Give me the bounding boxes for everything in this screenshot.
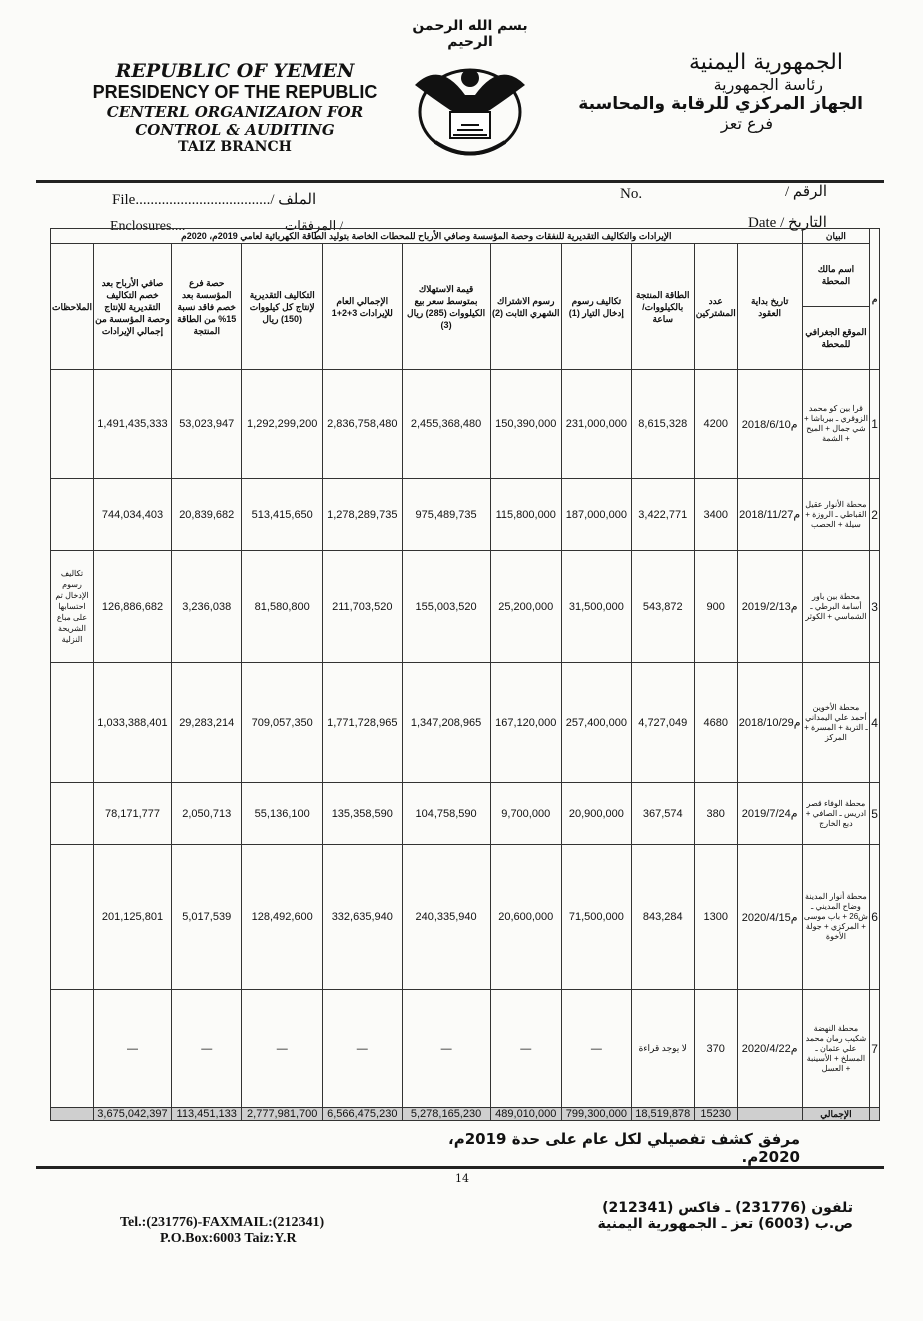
cell-energy: 4,727,049: [631, 663, 694, 783]
en-org-line1: CENTERL ORGANIZAION FOR: [106, 103, 364, 121]
cell-install: 71,500,000: [561, 845, 631, 990]
cell-share: 5,017,539: [171, 845, 241, 990]
table-caption: الإيرادات والتكاليف التقديرية للنفقات وحصة المؤسسة وصافي الأرباح للمحطات الخاصة بتوليد الطاقة الكهربائية لعامي 2019م، 2020م: [51, 229, 803, 244]
cell-costs: 128,492,600: [242, 845, 322, 990]
footer-rule: [36, 1166, 884, 1169]
cell-total-revenue: 1,771,728,965: [322, 663, 402, 783]
totals-row: [51, 1108, 880, 1121]
cell-energy: 843,284: [631, 845, 694, 990]
cell-subscribers: 380: [694, 783, 737, 845]
page-number: 14: [455, 1172, 469, 1185]
raqam-field: / الرقم: [785, 184, 828, 200]
header-total-revenue: الإجمالي العام للإيرادات 3+2+1: [322, 244, 402, 370]
cell-station-name: محطة الوفاء قصر ادريس ـ الصافي + دبع الخارج: [802, 783, 870, 845]
arabic-letterhead: [563, 50, 863, 133]
cell-fees: 9,700,000: [490, 783, 561, 845]
header-consumption: قيمة الاستهلاك بمتوسط سعر بيع الكيلووات (285) ريال (3): [402, 244, 490, 370]
cell-fees: 25,200,000: [490, 551, 561, 663]
cell-subscribers: 900: [694, 551, 737, 663]
cell-index: 4: [870, 663, 880, 783]
cell-subscribers: 4680: [694, 663, 737, 783]
cell-fees: —: [490, 990, 561, 1108]
cell-consumption: 975,489,735: [402, 479, 490, 551]
cell-install: 257,400,000: [561, 663, 631, 783]
cell-station-name: قرا بين كو محمد الزوقري ـ بيرباشا + شي جمال + الميح + الشمة: [802, 370, 870, 479]
cell-subscribers: 1300: [694, 845, 737, 990]
ar-contact: تلفون (231776) ـ فاكس (212341): [602, 1200, 853, 1216]
header-subscribers: عدد المشتركين: [694, 244, 737, 370]
no-field: No.: [620, 186, 643, 202]
en-org-line2: CONTROL & AUDITING: [135, 121, 335, 139]
cell-costs: 81,580,800: [242, 551, 322, 663]
english-letterhead: [70, 60, 400, 155]
cell-notes: تكاليف رسوم الإدخال تم احتسابها على مباع الشريحة النزلية: [51, 551, 94, 663]
cell-notes: [51, 990, 94, 1108]
cell-total-revenue: 211,703,520: [322, 551, 402, 663]
cell-net: 78,171,777: [93, 783, 171, 845]
en-branch: TAIZ BRANCH: [178, 139, 292, 155]
total-energy: 18,519,878: [631, 1108, 694, 1121]
total-net: 3,675,042,397: [93, 1108, 171, 1121]
basmala-text: بسم الله الرحمن الرحيم: [412, 18, 528, 50]
file-field: File..................................../ الملف: [112, 192, 317, 208]
revenue-table: [50, 228, 880, 1121]
table-row: [51, 663, 880, 783]
header-fees: رسوم الاشتراك الشهري الثابت (2): [490, 244, 561, 370]
cell-energy: 3,422,771: [631, 479, 694, 551]
table-row: [51, 990, 880, 1108]
total-subscribers: 15230: [694, 1108, 737, 1121]
ar-presidency: رئاسة الجمهورية: [713, 75, 823, 94]
cell-net: 201,125,801: [93, 845, 171, 990]
header-location: الموقع الجغرافي للمحطة: [802, 307, 870, 370]
cell-install: 187,000,000: [561, 479, 631, 551]
cell-install: 20,900,000: [561, 783, 631, 845]
table-row: [51, 551, 880, 663]
cell-index: 1: [870, 370, 880, 479]
cell-notes: [51, 845, 94, 990]
cell-index: 2: [870, 479, 880, 551]
cell-total-revenue: —: [322, 990, 402, 1108]
cell-costs: 709,057,350: [242, 663, 322, 783]
table-row: [51, 370, 880, 479]
cell-costs: 1,292,299,200: [242, 370, 322, 479]
total-start: [737, 1108, 802, 1121]
cell-net: 1,491,435,333: [93, 370, 171, 479]
cell-share: 20,839,682: [171, 479, 241, 551]
cell-net: 1,033,388,401: [93, 663, 171, 783]
cell-energy: 543,872: [631, 551, 694, 663]
total-revenue: 6,566,475,230: [322, 1108, 402, 1121]
cell-notes: [51, 783, 94, 845]
en-country: REPUBLIC OF YEMEN: [115, 60, 355, 82]
table-row: [51, 845, 880, 990]
cell-energy: 8,615,328: [631, 370, 694, 479]
cell-share: 2,050,713: [171, 783, 241, 845]
total-costs: 2,777,981,700: [242, 1108, 322, 1121]
cell-total-revenue: 332,635,940: [322, 845, 402, 990]
ar-country: الجمهورية اليمنية: [688, 50, 843, 75]
cell-consumption: 104,758,590: [402, 783, 490, 845]
cell-index: 6: [870, 845, 880, 990]
date-field: Date / التاريخ: [748, 215, 827, 231]
cell-station-name: محطة النهضة شكيب رمان محمد علي عثمان ـ المسلخ + الأسينبة + العسل: [802, 990, 870, 1108]
total-fees: 489,010,000: [490, 1108, 561, 1121]
cell-fees: 115,800,000: [490, 479, 561, 551]
cell-costs: —: [242, 990, 322, 1108]
cell-index: 7: [870, 990, 880, 1108]
marfuqat-field: المرفقات /: [285, 218, 344, 233]
ar-branch: فرع تعز: [720, 114, 773, 133]
cell-subscribers: 4200: [694, 370, 737, 479]
header-bayan: البيان: [802, 229, 870, 244]
english-footer: [120, 1215, 324, 1247]
cell-station-name: محطة أنوار المدينة وضاح المديني ـ ش26 + باب موسى + المركزي + جولة الأخوة: [802, 845, 870, 990]
cell-install: 31,500,000: [561, 551, 631, 663]
cell-index: 3: [870, 551, 880, 663]
cell-start-date: 2018/10/29م: [737, 663, 802, 783]
header-owner: اسم مالك المحطة: [802, 244, 870, 307]
table-row: [51, 479, 880, 551]
cell-net: 744,034,403: [93, 479, 171, 551]
cell-share: 3,236,038: [171, 551, 241, 663]
cell-index: 5: [870, 783, 880, 845]
cell-net: —: [93, 990, 171, 1108]
cell-fees: 167,120,000: [490, 663, 561, 783]
cell-share: 53,023,947: [171, 370, 241, 479]
cell-total-revenue: 2,836,758,480: [322, 370, 402, 479]
cell-energy: 367,574: [631, 783, 694, 845]
enclosures-field: Enclosures....: [110, 219, 186, 234]
header-notes: الملاحظات: [51, 244, 94, 370]
en-presidency: PRESIDENCY OF THE REPUBLIC: [92, 82, 378, 102]
cell-consumption: 2,455,368,480: [402, 370, 490, 479]
cell-notes: [51, 663, 94, 783]
cell-station-name: محطة بين باور أسامة البرطي ـ الشماسي + الكوثر: [802, 551, 870, 663]
cell-costs: 513,415,650: [242, 479, 322, 551]
table-row: [51, 783, 880, 845]
header-rule: [36, 180, 884, 183]
eagle-emblem-icon: [405, 40, 535, 165]
header-share: حصة فرع المؤسسة بعد خصم فاقد نسبة 15% من الطاقة المنتجة: [171, 244, 241, 370]
cell-station-name: محطة الأنوار عقيل القباطي ـ الروزة + سيلة + الحصب: [802, 479, 870, 551]
cell-start-date: 2019/7/24م: [737, 783, 802, 845]
en-contact: Tel.:(231776)-FAXMAIL:(212341): [120, 1215, 325, 1230]
cell-energy: لا يوجد قراءة: [631, 990, 694, 1108]
cell-install: 231,000,000: [561, 370, 631, 479]
ar-org: الجهاز المركزي للرقابة والمحاسبة: [578, 94, 863, 114]
cell-start-date: 2020/4/15م: [737, 845, 802, 990]
cell-subscribers: 3400: [694, 479, 737, 551]
cell-notes: [51, 479, 94, 551]
cell-start-date: 2019/2/13م: [737, 551, 802, 663]
cell-start-date: 2020/4/22م: [737, 990, 802, 1108]
total-install: 799,300,000: [561, 1108, 631, 1121]
cell-start-date: 2018/6/10م: [737, 370, 802, 479]
cell-share: —: [171, 990, 241, 1108]
en-pobox: P.O.Box:6003 Taiz:Y.R: [160, 1231, 297, 1246]
cell-consumption: 155,003,520: [402, 551, 490, 663]
cell-notes: [51, 370, 94, 479]
cell-subscribers: 370: [694, 990, 737, 1108]
cell-install: —: [561, 990, 631, 1108]
cell-total-revenue: 135,358,590: [322, 783, 402, 845]
header-energy: الطاقة المنتجة بالكيلووات/ساعة: [631, 244, 694, 370]
total-label: الإجمالي: [802, 1108, 870, 1121]
cell-net: 126,886,682: [93, 551, 171, 663]
cell-consumption: 1,347,208,965: [402, 663, 490, 783]
cell-fees: 150,390,000: [490, 370, 561, 479]
total-notes: [51, 1108, 94, 1121]
ar-pobox: ص.ب (6003) تعز ـ الجمهورية اليمنية: [597, 1216, 853, 1232]
header-m: م: [870, 229, 880, 370]
footnote: مرفق كشف تفصيلي لكل عام على حدة 2019م، 2020م.: [448, 1130, 800, 1166]
cell-fees: 20,600,000: [490, 845, 561, 990]
arabic-footer: [598, 1200, 853, 1232]
header-install: تكاليف رسوم إدخال التيار (1): [561, 244, 631, 370]
total-share: 113,451,133: [171, 1108, 241, 1121]
cell-costs: 55,136,100: [242, 783, 322, 845]
cell-share: 29,283,214: [171, 663, 241, 783]
header-costs: التكاليف التقديرية لإنتاج كل كيلووات (150) ريال: [242, 244, 322, 370]
header-net-profit: صافي الأرباح بعد خصم التكاليف التقديرية للإنتاج وحصة المؤسسة من إجمالي الإيرادات: [93, 244, 171, 370]
cell-consumption: —: [402, 990, 490, 1108]
cell-total-revenue: 1,278,289,735: [322, 479, 402, 551]
cell-consumption: 240,335,940: [402, 845, 490, 990]
cell-start-date: 2018/11/27م: [737, 479, 802, 551]
total-consumption: 5,278,165,230: [402, 1108, 490, 1121]
cell-station-name: محطة الأخوين أحمد علي اليمداني ـ التربة + المسرة + المركز: [802, 663, 870, 783]
header-start-date: تاريخ بداية العقود: [737, 244, 802, 370]
total-index: [870, 1108, 880, 1121]
